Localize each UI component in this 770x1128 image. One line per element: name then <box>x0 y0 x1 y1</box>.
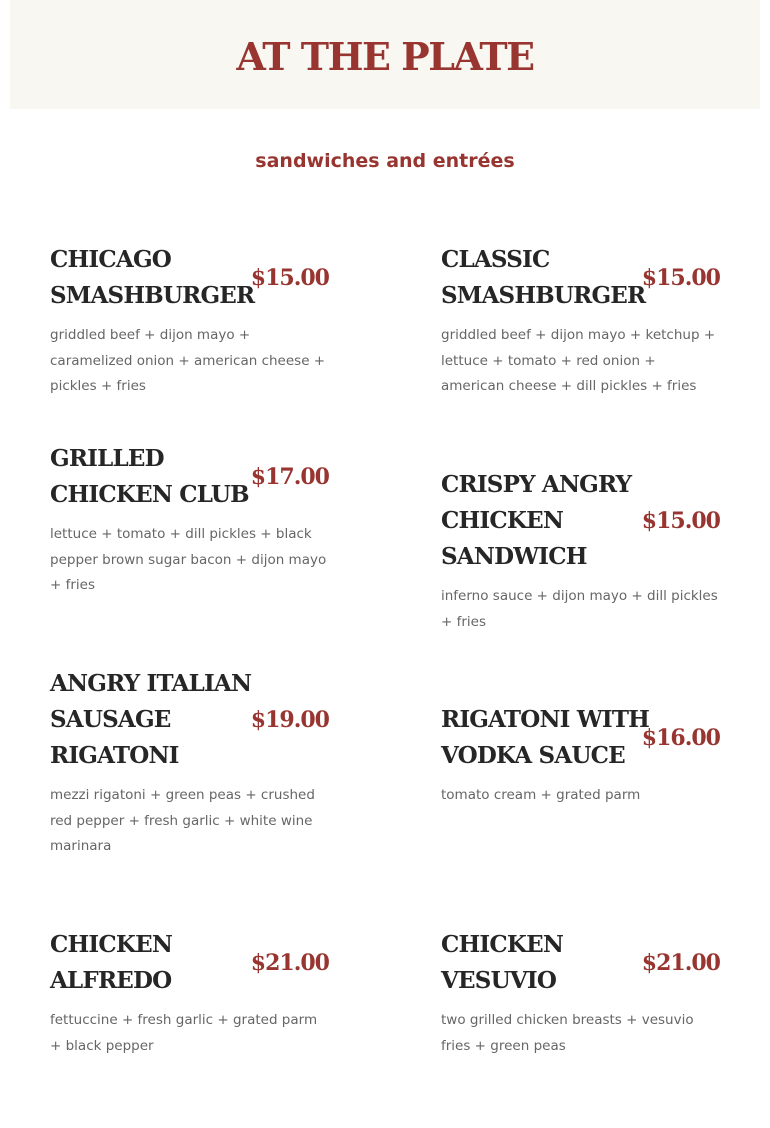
item-description: lettuce + tomato + dill pickles + black pepper brown sugar bacon + dijon mayo + fries <box>50 526 327 593</box>
item-price: $21.00 <box>641 950 720 976</box>
item-description: mezzi rigatoni + green peas + crushed red pepper + fresh garlic + white wine marinara <box>50 787 315 854</box>
item-name: CHICAGO SMASHBURGER <box>50 246 255 309</box>
item-name: CRISPY ANGRY CHICKEN SANDWICH <box>441 471 632 570</box>
item-name: GRILLED CHICKEN CLUB <box>50 445 249 508</box>
item-description: two grilled chicken breasts + vesuvio fries + green peas <box>441 1012 694 1054</box>
item-price: $15.00 <box>641 265 720 291</box>
item-name: CHICKEN VESUVIO <box>441 931 564 994</box>
item-price: $15.00 <box>641 508 720 534</box>
item-description: fettuccine + fresh garlic + grated parm + black pepper <box>50 1012 318 1054</box>
section-subtitle: sandwiches and entrées <box>255 150 515 172</box>
menu-title: AT THE PLATE <box>236 34 534 79</box>
item-name: RIGATONI WITH VODKA SAUCE <box>441 706 650 769</box>
item-description: inferno sauce + dijon mayo + dill pickles + fries <box>441 588 718 630</box>
item-price: $17.00 <box>250 464 329 490</box>
menu-header <box>10 0 760 109</box>
item-price: $16.00 <box>641 725 720 751</box>
item-description: griddled beef + dijon mayo + caramelized onion + american cheese + pickles + fries <box>50 327 326 394</box>
item-name: CLASSIC SMASHBURGER <box>441 246 646 309</box>
item-name: CHICKEN ALFREDO <box>50 931 173 994</box>
item-description: tomato cream + grated parm <box>441 787 641 803</box>
item-name: ANGRY ITALIAN SAUSAGE RIGATONI <box>50 670 252 769</box>
item-price: $21.00 <box>250 950 329 976</box>
item-price: $19.00 <box>250 707 329 733</box>
item-price: $15.00 <box>250 265 329 291</box>
item-description: griddled beef + dijon mayo + ketchup + lettuce + tomato + red onion + american cheese + dill pickles + fries <box>441 327 716 394</box>
